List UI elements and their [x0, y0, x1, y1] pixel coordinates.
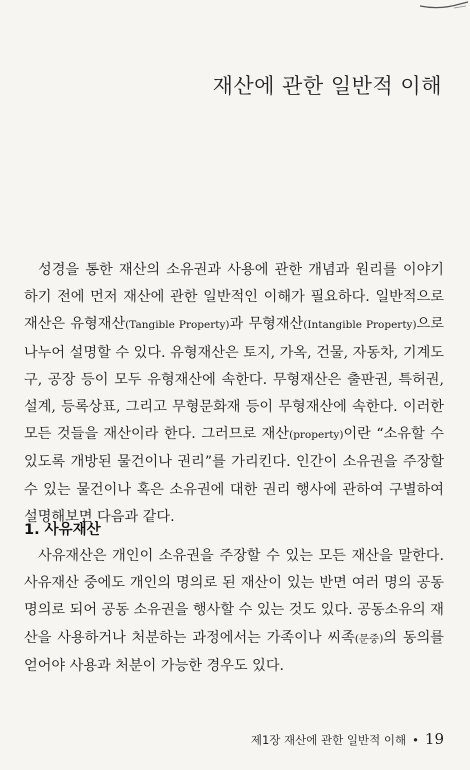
english-term: (Tangible Property) [125, 319, 230, 332]
footer-bullet: • [412, 733, 419, 747]
text-run: 사유재산은 개인이 소유권을 주장할 수 있는 모든 재산을 말한다. 사유재산 중에도 개인의 명의로 된 재산이 있는 반면 여러 명의 공동 명의로 되어 공동 소유권을 행사할 수 있는 것도 있다. 공동소유의 재산을 사용하거나 처분하는 과정에서는 가족이나 씨족 [24, 548, 444, 646]
section-heading: 1. 사유재산 [24, 522, 101, 538]
chapter-title: 재산에 관한 일반적 이해 [212, 74, 442, 98]
page-footer [251, 730, 444, 748]
text-run: 의 동의를 얻어야 사용과 처분이 가능한 경우도 있다. [24, 629, 444, 674]
corner-flourish-icon [410, 0, 470, 14]
intro-paragraph [24, 257, 444, 531]
hanja-note: (문중) [354, 632, 384, 645]
text-run: 성경을 통한 재산의 소유권과 사용에 관한 개념과 원리를 이야기하기 전에 먼저 재산에 관한 일반적인 이해가 필요하다. 일반적으로 재산은 유형재산 [24, 262, 444, 333]
page-number: 19 [424, 730, 444, 748]
text-run: 으로 나누어 설명할 수 있다. 유형재산은 토지, 가옥, 건물, 자동차, 기계도구, 공장 등이 모두 유형재산에 속한다. 무형재산은 출판권, 특허권, 설계, 등록상표, 그리고 무형문화재 등이 무형재산에 속한다. 이러한 모든 것들을 재산이라 한다. 그러므로 재산 [24, 316, 444, 443]
english-term: (property) [289, 429, 344, 442]
text-run: 과 무형재산 [229, 316, 304, 333]
text-run: 이란 “소유할 수 있도록 개방된 물건이나 권리”를 가리킨다. 인간이 소유권을 주장할 수 있는 물건이나 혹은 소유권에 대한 권리 행사에 관하여 구별하여 설명해보면 다음과 같다. [24, 426, 444, 525]
footer-chapter-label: 제1장 재산에 관한 일반적 이해 [250, 733, 407, 747]
section-paragraph [24, 543, 444, 680]
english-term: (Intangible Property) [303, 319, 417, 332]
